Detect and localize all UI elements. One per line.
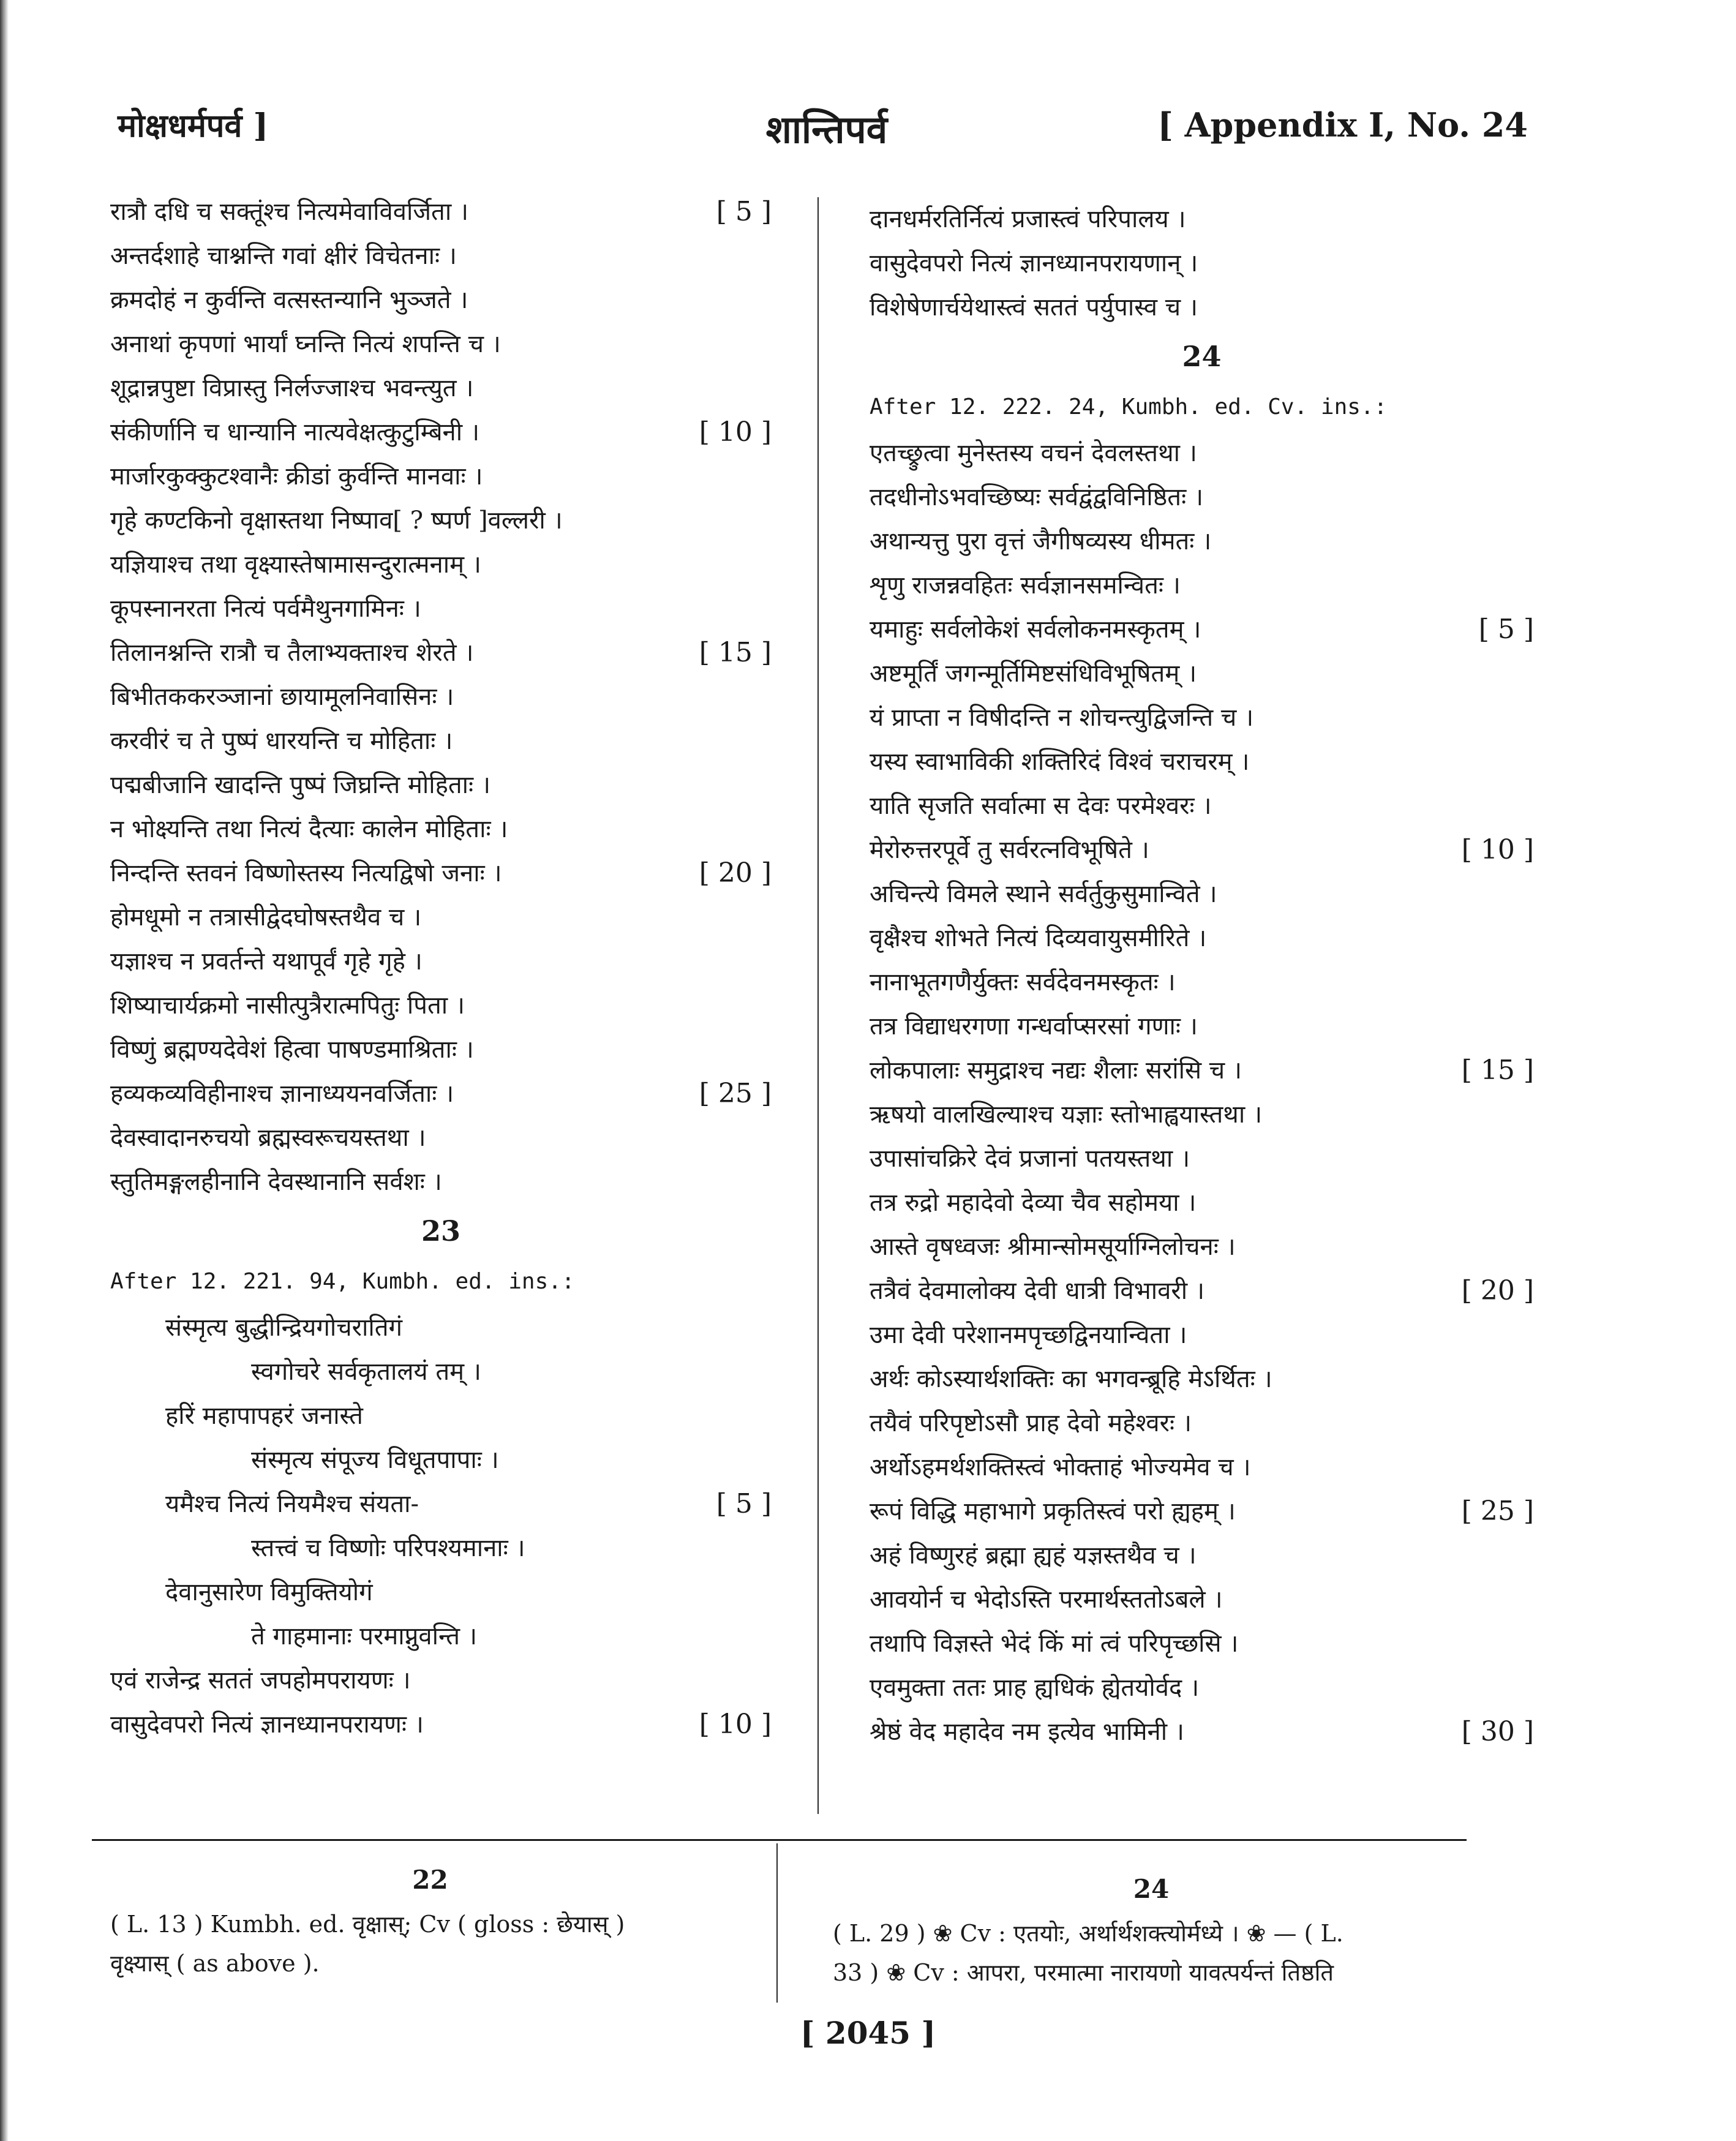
verse-line	[870, 1048, 1534, 1093]
verse-line	[110, 587, 772, 631]
verse-text: लोकपालाः समुद्राश्च नद्यः शैलाः सरांसि च ।	[870, 1056, 1242, 1085]
verse-text: न भोक्ष्यन्ति तथा नित्यं दैत्याः कालेन मोहिताः ।	[110, 815, 508, 843]
verse-number: [ 15 ]	[1461, 1055, 1534, 1086]
verse-number: [ 20 ]	[699, 857, 772, 889]
verse-text: यमैश्च नित्यं नियमैश्च संयता-	[165, 1490, 419, 1518]
verse-line	[870, 916, 1534, 960]
verse-text: यस्य स्वाभाविकी शक्तिरिदं विश्वं चराचरम् ।	[870, 748, 1250, 776]
verse-line	[110, 1703, 772, 1747]
verse-text: हव्यकव्यविहीनाश्च ज्ञानाध्ययनवर्जिताः ।	[110, 1080, 454, 1108]
verse-line	[110, 807, 772, 851]
verse-text: यज्ञाश्च न प्रवर्तन्ते यथापूर्वं गृहे गृहे ।	[110, 947, 423, 976]
verse-line	[110, 1028, 772, 1072]
verse-text: तिलानश्नन्ति रात्रौ च तैलाभ्यक्ताश्च शेरते ।	[110, 639, 474, 667]
verse-line	[110, 1116, 772, 1160]
verse-line	[110, 454, 772, 499]
passage-23-continued	[870, 197, 1534, 329]
verse-text: अनाथां कृपणां भार्यां घ्नन्ति नित्यं शपन्ति च ।	[110, 330, 501, 358]
verse-text: शृणु राजन्नवहितः सर्वज्ञानसमन्वितः ।	[870, 571, 1181, 600]
verse-text: अर्थः कोऽस्यार्थशक्तिः का भगवन्ब्रूहि मेऽर्थितः ।	[870, 1365, 1272, 1393]
verse-line	[870, 740, 1534, 784]
header-parva-label: मोक्षधर्मपर्व ]	[118, 107, 269, 145]
header-appendix-ref: [ Appendix I, No. 24	[1157, 105, 1528, 145]
verse-line	[110, 763, 772, 807]
verse-line	[870, 475, 1534, 519]
verse-text: स्तुतिमङ्गलहीनानि देवस्थानानि सर्वशः ।	[110, 1168, 442, 1196]
section-23-after-note: After 12. 221. 94, Kumbh. ed. ins.:	[110, 1269, 575, 1294]
footnotes-22	[110, 1856, 750, 1983]
verse-text: एवं राजेन्द्र सततं जपहोमपरायणः ।	[110, 1666, 411, 1695]
verse-text: तत्र रुद्रो महादेवो देव्या चैव सहोमया ।	[870, 1189, 1197, 1217]
verse-text: रात्रौ दधि च सक्तूंश्च नित्यमेवाविवर्जिता ।	[110, 198, 469, 226]
verse-number: [ 5 ]	[716, 196, 772, 227]
verse-line	[110, 366, 772, 410]
section-23-number: 23	[421, 1214, 460, 1247]
verse-line	[870, 828, 1534, 872]
verse-text: गृहे कण्टकिनो वृक्षास्तथा निष्पाव[ ? ष्पर्ण ]वल्लरी ।	[110, 506, 563, 535]
verse-text: रूपं विद्धि महाभागे प्रकृतिस्त्वं परो ह्यहम् ।	[870, 1497, 1236, 1526]
verse-line	[110, 322, 772, 366]
verse-line	[110, 939, 772, 984]
verse-line	[110, 190, 772, 234]
verse-line	[870, 1313, 1534, 1357]
verse-text: यज्ञियाश्च तथा वृक्ष्यास्तेषामासन्दुरात्मनाम् ।	[110, 551, 481, 579]
verse-text: ते गाहमानाः परमाप्नुवन्ति ।	[251, 1622, 477, 1650]
verse-line	[870, 1445, 1534, 1489]
verse-line	[110, 1072, 772, 1116]
verse-text: हरिं महापापहरं जनास्ते	[165, 1402, 363, 1430]
verse-line	[870, 960, 1534, 1004]
verse-text: करवीरं च ते पुष्पं धारयन्ति च मोहिताः ।	[110, 727, 453, 755]
verse-number: [ 10 ]	[699, 1709, 772, 1740]
verse-text: दानधर्मरतिर्नित्यं प्रजास्त्वं परिपालय ।	[870, 205, 1186, 233]
verse-line	[110, 543, 772, 587]
verse-line	[870, 1489, 1534, 1533]
verse-text: एवमुक्ता ततः प्राह ह्यधिकं ह्येतयोर्वद ।	[870, 1674, 1200, 1702]
verse-line	[870, 696, 1534, 740]
verse-text: होमधूमो न तत्रासीद्वेदघोषस्तथैव च ।	[110, 903, 422, 931]
verse-line	[870, 784, 1534, 828]
verse-text: तत्रैवं देवमालोक्य देवी धात्री विभावरी ।	[870, 1277, 1204, 1305]
verse-text: विष्णुं ब्रह्मण्यदेवेशं हित्वा पाषण्डमाश्रिताः ।	[110, 1036, 474, 1064]
header-title: शान्तिपर्व	[765, 107, 888, 152]
verse-text: देवस्वादानरुचयो ब्रह्मस्वरूचयस्तथा ।	[110, 1124, 426, 1152]
verse-number: [ 30 ]	[1461, 1716, 1534, 1747]
verse-text: यमाहुः सर्वलोकेशं सर्वलोकनमस्कृतम् ।	[870, 615, 1201, 644]
verse-line	[870, 1357, 1534, 1401]
verse-text: शिष्याचार्यक्रमो नासीत्पुत्रैरात्मपितुः पिता ।	[110, 991, 465, 1020]
footnote-line: ( L. 13 ) Kumbh. ed. वृक्षास्; Cv ( gloss : छेयास् )	[110, 1911, 625, 1938]
verse-number: [ 20 ]	[1461, 1275, 1534, 1306]
footnote-line: ( L. 29 ) ❀ Cv : एतयोः, अर्थार्थशक्त्योर्मध्ये । ❀ — ( L.	[833, 1920, 1343, 1947]
verse-text: अहं विष्णुरहं ब्रह्मा ह्यहं यज्ञस्तथैव च ।	[870, 1541, 1197, 1570]
verse-line	[110, 984, 772, 1028]
verse-text: संस्मृत्य बुद्धीन्द्रियगोचरातिगं	[165, 1314, 403, 1342]
page-number: [ 2045 ]	[800, 2015, 936, 2051]
verse-line	[870, 1225, 1534, 1269]
verse-text: आस्ते वृषध्वजः श्रीमान्सोमसूर्याग्निलोचनः ।	[870, 1233, 1236, 1261]
verse-number: [ 5 ]	[716, 1488, 772, 1519]
footnote-divider	[776, 1843, 778, 2003]
verse-text: स्तत्त्वं च विष्णोः परिपश्यमानाः ।	[251, 1534, 525, 1562]
column-divider	[817, 197, 819, 1814]
section-24-number: 24	[1182, 340, 1222, 373]
verse-line	[870, 197, 1534, 241]
verse-text: उमा देवी परेशानमपृच्छद्विनयान्विता ।	[870, 1321, 1187, 1349]
verse-text: ऋषयो वालखिल्याश्च यज्ञाः स्तोभाह्वयास्तथा ।	[870, 1101, 1263, 1129]
verse-number: [ 25 ]	[699, 1078, 772, 1109]
verse-text: संकीर्णानि च धान्यानि नात्यवेक्षत्कुटुम्बिनी ।	[110, 418, 479, 446]
verse-text: स्वगोचरे सर्वकृतालयं तम् ।	[251, 1358, 481, 1386]
verse-text: मेरोरुत्तरपूर्वे तु सर्वरत्नविभूषिते ।	[870, 836, 1149, 864]
verse-text: अष्टमूर्तिं जगन्मूर्तिमिष्टसंधिविभूषितम् ।	[870, 660, 1197, 688]
verse-number: [ 5 ]	[1478, 614, 1534, 645]
passage-22	[110, 190, 772, 1204]
verse-line	[870, 1401, 1534, 1445]
verse-line	[110, 851, 772, 895]
verse-line	[110, 1614, 772, 1658]
footnote-22-title: 22	[412, 1865, 448, 1895]
verse-text: संस्मृत्य संपूज्य विधूतपापाः ।	[251, 1446, 499, 1474]
verse-line	[870, 1181, 1534, 1225]
verse-text: एतच्छ्रुत्वा मुनेस्तस्य वचनं देवलस्तथा ।	[870, 439, 1197, 467]
footnote-line: 33 ) ❀ Cv : आपरा, परमात्मा नारायणो यावत्पर्यन्तं तिष्ठति	[833, 1959, 1334, 1986]
verse-line	[870, 652, 1534, 696]
right-column	[870, 197, 1534, 1754]
verse-line	[870, 1666, 1534, 1710]
footnote-24-title: 24	[1133, 1874, 1170, 1904]
verse-line	[110, 719, 772, 763]
footnote-line: वृक्ष्यास् ( as above ).	[110, 1950, 320, 1977]
verse-line	[110, 1160, 772, 1204]
verse-line	[870, 1093, 1534, 1137]
verse-line	[870, 1533, 1534, 1578]
verse-line	[870, 431, 1534, 475]
verse-line	[110, 234, 772, 278]
page-header	[0, 103, 1736, 170]
verse-text: वासुदेवपरो नित्यं ज्ञानध्यानपरायणः ।	[110, 1710, 424, 1739]
verse-number: [ 10 ]	[1461, 834, 1534, 865]
passage-23	[110, 1306, 772, 1747]
verse-text: वृक्षैश्च शोभते नित्यं दिव्यवायुसमीरिते ।	[870, 924, 1207, 952]
verse-text: मार्जारकुक्कुटश्वानैः क्रीडां कुर्वन्ति मानवाः ।	[110, 462, 483, 491]
verse-text: नानाभूतगणैर्युक्तः सर्वदेवनमस्कृतः ।	[870, 968, 1176, 996]
footnote-separator	[92, 1839, 1467, 1841]
left-column	[110, 190, 772, 1747]
passage-24	[870, 431, 1534, 1754]
verse-line	[870, 1578, 1534, 1622]
book-spine-shadow	[0, 0, 9, 2141]
footnotes-24	[833, 1865, 1470, 1992]
verse-line	[110, 1394, 772, 1438]
verse-line	[110, 1438, 772, 1482]
verse-line	[110, 499, 772, 543]
verse-line	[110, 1306, 772, 1350]
verse-text: आवयोर्न च भेदोऽस्ति परमार्थस्ततोऽबले ।	[870, 1586, 1223, 1614]
verse-text: शूद्रान्नपुष्टा विप्रास्तु निर्लज्जाश्च भवन्त्युत ।	[110, 374, 474, 402]
verse-text: तयैवं परिपृष्टोऽसौ प्राह देवो महेश्वरः ।	[870, 1409, 1192, 1437]
verse-number: [ 10 ]	[699, 416, 772, 448]
verse-number: [ 15 ]	[699, 637, 772, 668]
verse-text: देवानुसारेण विमुक्तियोगं	[165, 1578, 373, 1606]
verse-line	[110, 631, 772, 675]
verse-line	[870, 285, 1534, 329]
verse-line	[870, 1137, 1534, 1181]
verse-line	[110, 1658, 772, 1703]
verse-text: कूपस्नानरता नित्यं पर्वमैथुनगामिनः ।	[110, 595, 421, 623]
verse-line	[870, 1622, 1534, 1666]
verse-text: पद्मबीजानि खादन्ति पुष्पं जिघ्रन्ति मोहिताः ।	[110, 771, 490, 799]
verse-text: अथान्यत्तु पुरा वृत्तं जैगीषव्यस्य धीमतः ।	[870, 527, 1212, 555]
verse-line	[870, 608, 1534, 652]
verse-text: बिभीतककरञ्जानां छायामूलनिवासिनः ।	[110, 683, 454, 711]
verse-text: अचिन्त्ये विमले स्थाने सर्वर्तुकुसुमान्विते ।	[870, 880, 1217, 908]
verse-line	[870, 241, 1534, 285]
verse-line	[110, 1526, 772, 1570]
verse-number: [ 25 ]	[1461, 1496, 1534, 1527]
verse-line	[870, 519, 1534, 563]
verse-line	[870, 1269, 1534, 1313]
verse-text: तदधीनोऽभवच्छिष्यः सर्वद्वंद्वविनिष्ठितः ।	[870, 483, 1204, 511]
verse-text: वासुदेवपरो नित्यं ज्ञानध्यानपरायणान् ।	[870, 249, 1198, 277]
verse-line	[870, 563, 1534, 608]
verse-text: यं प्राप्ता न विषीदन्ति न शोचन्त्युद्विजन्ति च ।	[870, 704, 1254, 732]
verse-text: तत्र विद्याधरगणा गन्धर्वाप्सरसां गणाः ।	[870, 1012, 1198, 1040]
verse-line	[110, 1350, 772, 1394]
verse-text: अन्तर्दशाहे चाश्नन्ति गवां क्षीरं विचेतनाः ।	[110, 242, 457, 270]
verse-line	[870, 1710, 1534, 1754]
verse-line	[110, 1482, 772, 1526]
section-24-after-note: After 12. 222. 24, Kumbh. ed. Cv. ins.:	[870, 394, 1388, 420]
verse-line	[110, 278, 772, 322]
verse-text: विशेषेणार्चयेथास्त्वं सततं पर्युपास्व च ।	[870, 293, 1198, 322]
verse-line	[110, 410, 772, 454]
verse-line	[110, 895, 772, 939]
verse-text: याति सृजति सर्वात्मा स देवः परमेश्वरः ।	[870, 792, 1212, 820]
verse-text: अर्थोऽहमर्थशक्तिस्त्वं भोक्ताहं भोज्यमेव च ।	[870, 1453, 1251, 1481]
verse-line	[110, 675, 772, 719]
verse-text: निन्दन्ति स्तवनं विष्णोस्तस्य नित्यद्विषो जनाः ।	[110, 859, 502, 887]
verse-text: क्रमदोहं न कुर्वन्ति वत्सस्तन्यानि भुञ्जते ।	[110, 286, 468, 314]
verse-line	[870, 1004, 1534, 1048]
verse-line	[870, 872, 1534, 916]
verse-text: तथापि विज्ञस्ते भेदं किं मां त्वं परिपृच्छसि ।	[870, 1630, 1239, 1658]
verse-text: उपासांचक्रिरे देवं प्रजानां पतयस्तथा ।	[870, 1145, 1190, 1173]
verse-line	[110, 1570, 772, 1614]
verse-text: श्रेष्ठं वेद महादेव नम इत्येव भामिनी ।	[870, 1718, 1184, 1746]
